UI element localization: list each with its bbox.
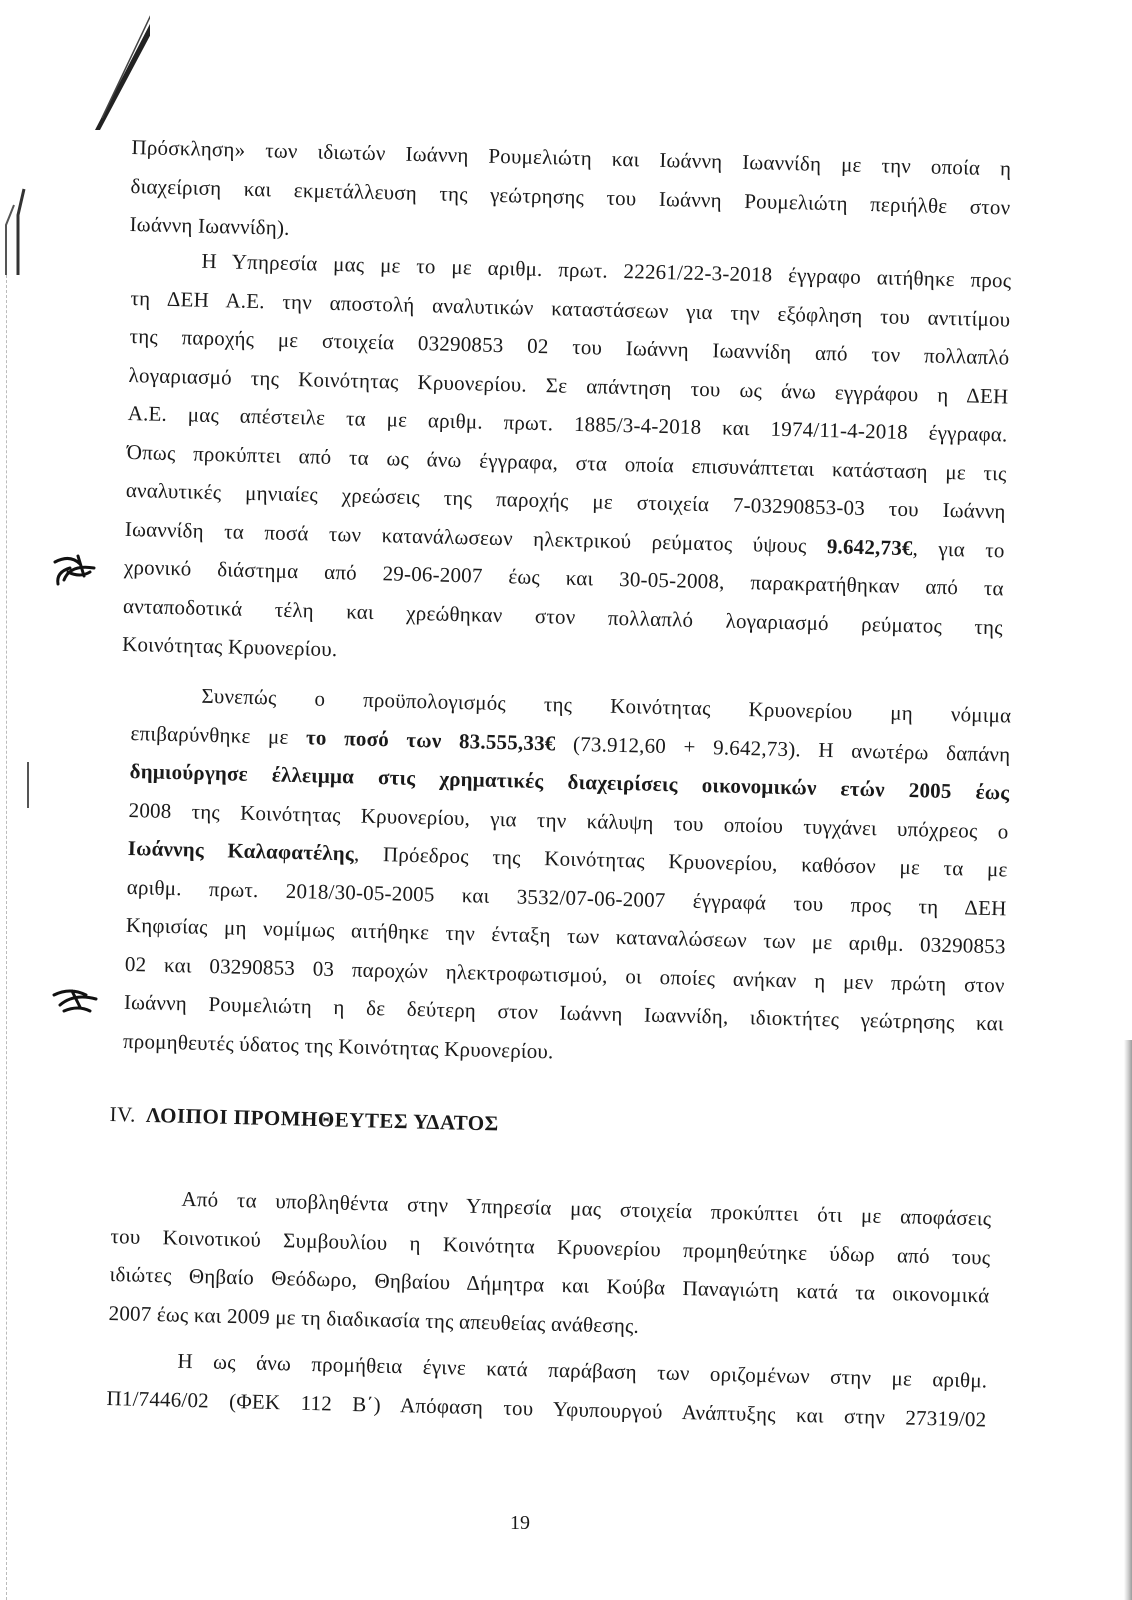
text-line: Α.Ε. μας απέστειλε τα με αριθμ. πρωτ. 1885/3-4-2018 και 1974/11-4-2018 έγγραφα.: [127, 400, 1008, 447]
text-line: αναλυτικές μηνιαίες χρεώσεις της παροχής με στοιχεία 7-03290853-03 του Ιωάννη: [125, 477, 1006, 524]
paragraph-other-suppliers: [108, 1178, 991, 1353]
margin-tick-mark-icon: [22, 760, 36, 810]
text-line: Ιωάννη Ιωαννίδη).: [129, 211, 290, 240]
paragraph-conclusion: [123, 675, 1012, 1081]
text-line: Η ως άνω προμήθεια έγινε κατά παράβαση των οριζομένων στην με αριθμ.: [177, 1348, 988, 1393]
text-line: της παροχής με στοιχεία 03290853 02 του Ιωάννη Ιωαννίδη από τον πολλαπλό: [129, 323, 1010, 370]
page-number: 19: [510, 1512, 530, 1534]
scan-fold-line: [6, 260, 8, 1600]
text-line: διαχείριση και εκμετάλλευση της γεώτρησης του Ιωάννη Ρουμελιώτη περιήλθε στον: [130, 173, 1011, 219]
text-line: Από τα υποβληθέντα στην Υπηρεσία μας στοιχεία προκύπτει ότι με αποφάσεις: [181, 1186, 992, 1231]
section-title: ΛΟΙΠΟΙ ΠΡΟΜΗΘΕΥΤΕΣ ΥΔΑΤΟΣ: [145, 1102, 500, 1136]
text-line: Η Υπηρεσία μας με το με αριθμ. πρωτ. 22261/22-3-2018 έγγραφο αιτήθηκε προς: [201, 248, 1012, 293]
paragraph-dei-request: [122, 240, 1012, 685]
text-run: επιβαρύνθηκε με: [130, 720, 307, 749]
pen-stroke-mark-icon: [40, 0, 150, 140]
text-line: προμηθευτές ύδατος της Κοινότητας Κρυονερίου.: [122, 1028, 554, 1063]
text-line: Όπως προκύπτει από τα ως άνω έγγραφα, στα οποία επισυνάπτεται κατάσταση με τις: [126, 439, 1007, 485]
text-run: (73.912,60 + 9.642,73). Η ανωτέρω δαπάνη: [555, 730, 1011, 766]
text-run: , Πρόεδρος της Κοινότητας Κρυονερίου, καθόσον με τα με: [353, 841, 1008, 882]
text-line: 2008 της Κοινότητας Κρυονερίου, για την κάλυψη του οποίου τυγχάνει υπόχρεος ο: [128, 797, 1009, 843]
deficit-statement-bold: δημιούργησε έλλειμμα στις χρηματικές διαχειρίσεις οικονομικών ετών 2005 έως: [129, 758, 1010, 805]
text-line: χρονικό διάστημα από 29-06-2007 έως και 30-05-2008, παρακρατήθηκαν από τα: [123, 554, 1005, 601]
text-line: Κηφισίας μη νομίμως αιτήθηκε την ένταξη των καταναλώσεων των με αριθμ. 03290853: [125, 912, 1006, 959]
total-amount-bold: το ποσό των 83.555,33€: [305, 724, 556, 755]
handwritten-initials-icon: [50, 985, 110, 1021]
text-line: τη ΔΕΗ Α.Ε. την αποστολή αναλυτικών καταστάσεων για την εξόφληση του αντιτίμου: [130, 285, 1011, 331]
text-run: , για το: [912, 535, 1005, 562]
margin-bracket-mark-icon: [0, 185, 30, 275]
section-heading: [109, 1102, 499, 1137]
paragraph-violation: [106, 1340, 988, 1438]
text-line: Συνεπώς ο προϋπολογισμός της Κοινότητας Κρυονερίου μη νόμιμα: [201, 683, 1012, 728]
text-line: ιδιώτες Θηβαίο Θεόδωρο, Θηβαίου Δήμητρα και Κούβα Παναγιώτη κατά τα οικονομικά: [109, 1261, 990, 1308]
text-line: 02 και 03290853 03 παροχών ηλεκτροφωτισμού, οι οποίες ανήκαν η μεν πρώτη στον: [124, 951, 1005, 997]
text-line: Πρόσκληση» των ιδιωτών Ιωάννη Ρουμελιώτη και Ιωάννη Ιωαννίδη με την οποία η: [131, 134, 1012, 181]
section-number: IV.: [109, 1102, 137, 1127]
text-line: 2007 έως και 2009 με τη διαδικασία της απευθείας ανάθεσης.: [108, 1300, 640, 1338]
text-line: ανταποδοτικά τέλη και χρεώθηκαν στον πολλαπλό λογαριασμό ρεύματος της: [122, 593, 1004, 639]
scan-edge-shadow: [1124, 1040, 1132, 1600]
handwritten-initials-icon: [50, 550, 110, 590]
text-line: του Κοινοτικού Συμβουλίου η Κοινότητα Κρυονερίου προμηθεύτηκε ύδωρ από τους: [110, 1223, 991, 1269]
text-line: Κοινότητας Κρυονερίου.: [121, 631, 338, 662]
amount-bold: 9.642,73€: [826, 533, 913, 560]
text-line: Π1/7446/02 (ΦΕΚ 112 Β΄) Απόφαση του Υφυπουργού Ανάπτυξης και στην 27319/02: [106, 1385, 987, 1431]
liable-person-bold: Ιωάννης Καλαφατέλης: [127, 835, 355, 866]
text-run: Ιωαννίδη τα ποσά των κατανάλωσεων ηλεκτρικού ρεύματος ύψους: [124, 516, 807, 558]
text-line: αριθμ. πρωτ. 2018/30-05-2005 και 3532/07-06-2007 έγγραφά του προς τη ΔΕΗ: [126, 874, 1007, 920]
text-line: λογαριασμό της Κοινότητας Κρυονερίου. Σε απάντηση του ως άνω εγγράφου η ΔΕΗ: [128, 362, 1009, 408]
text-line: Ιωάννη Ρουμελιώτη η δε δεύτερη στον Ιωάννη Ιωαννίδη, ιδιοκτήτες γεώτρησης και: [123, 989, 1005, 1036]
